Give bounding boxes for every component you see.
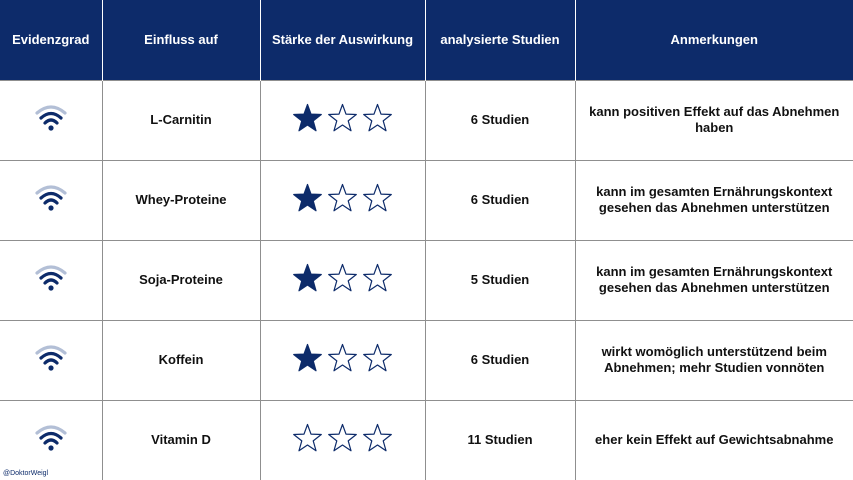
factor-cell: Whey-Proteine xyxy=(102,160,260,240)
table-row xyxy=(0,80,853,160)
star-rating xyxy=(292,263,393,293)
header-studies: analysierte Studien xyxy=(425,0,575,80)
header-row xyxy=(0,0,853,80)
studies-cell: 6 Studien xyxy=(425,80,575,160)
star-empty-icon xyxy=(327,103,358,133)
wifi-signal-icon xyxy=(34,441,68,456)
star-filled-icon xyxy=(292,183,323,213)
strength-cell xyxy=(260,240,425,320)
strength-cell xyxy=(260,400,425,480)
factor-cell: Koffein xyxy=(102,320,260,400)
strength-cell xyxy=(260,320,425,400)
note-cell: kann im gesamten Ernährungskontext gesehen das Abnehmen unterstützen xyxy=(575,240,853,320)
table-row xyxy=(0,240,853,320)
factor-cell: Soja-Proteine xyxy=(102,240,260,320)
evidence-cell xyxy=(0,80,102,160)
table-row xyxy=(0,160,853,240)
star-filled-icon xyxy=(292,103,323,133)
header-factor: Einfluss auf xyxy=(102,0,260,80)
note-cell: eher kein Effekt auf Gewichtsabnahme xyxy=(575,400,853,480)
star-empty-icon xyxy=(292,423,323,453)
star-filled-icon xyxy=(292,263,323,293)
wifi-signal-icon xyxy=(34,121,68,136)
star-empty-icon xyxy=(362,183,393,213)
evidence-cell xyxy=(0,320,102,400)
note-cell: kann im gesamten Ernährungskontext gesehen das Abnehmen unterstützen xyxy=(575,160,853,240)
note-cell: wirkt womöglich unterstützend beim Abnehmen; mehr Studien vonnöten xyxy=(575,320,853,400)
evidence-cell xyxy=(0,240,102,320)
header-strength: Stärke der Auswirkung xyxy=(260,0,425,80)
evidence-cell xyxy=(0,400,102,480)
watermark: @DoktorWeigl xyxy=(3,470,49,477)
strength-cell xyxy=(260,80,425,160)
studies-cell: 6 Studien xyxy=(425,320,575,400)
star-empty-icon xyxy=(362,103,393,133)
star-empty-icon xyxy=(362,343,393,373)
star-filled-icon xyxy=(292,343,323,373)
star-rating xyxy=(292,103,393,133)
studies-cell: 6 Studien xyxy=(425,160,575,240)
table-row xyxy=(0,320,853,400)
star-rating xyxy=(292,183,393,213)
factor-cell: Vitamin D xyxy=(102,400,260,480)
star-empty-icon xyxy=(327,343,358,373)
header-evidence: Evidenzgrad xyxy=(0,0,102,80)
star-empty-icon xyxy=(327,263,358,293)
note-cell: kann positiven Effekt auf das Abnehmen haben xyxy=(575,80,853,160)
table-row xyxy=(0,400,853,480)
studies-cell: 5 Studien xyxy=(425,240,575,320)
wifi-signal-icon xyxy=(34,201,68,216)
star-empty-icon xyxy=(362,263,393,293)
factor-cell: L-Carnitin xyxy=(102,80,260,160)
wifi-signal-icon xyxy=(34,361,68,376)
wifi-signal-icon xyxy=(34,281,68,296)
star-rating xyxy=(292,343,393,373)
star-empty-icon xyxy=(362,423,393,453)
strength-cell xyxy=(260,160,425,240)
star-empty-icon xyxy=(327,183,358,213)
studies-cell: 11 Studien xyxy=(425,400,575,480)
star-empty-icon xyxy=(327,423,358,453)
evidence-cell xyxy=(0,160,102,240)
header-notes: Anmerkungen xyxy=(575,0,853,80)
star-rating xyxy=(292,423,393,453)
